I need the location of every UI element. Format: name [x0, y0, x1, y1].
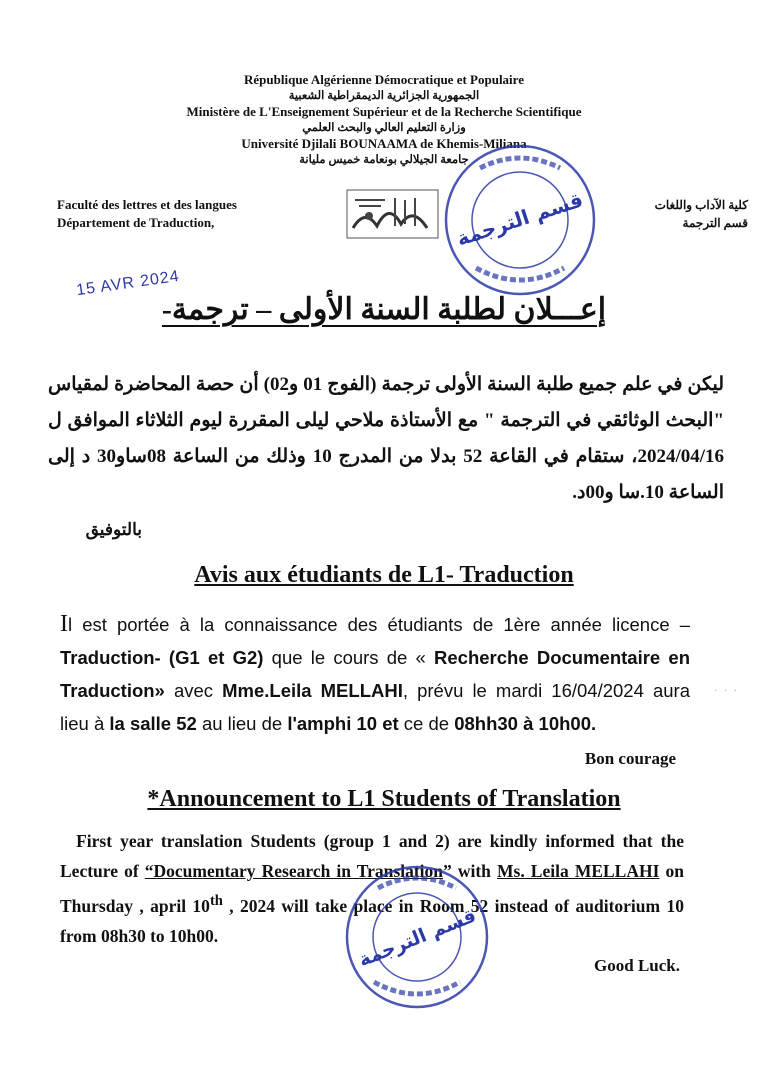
french-text-7: , prévu le mardi 16/04/2024 aura lieu à — [60, 680, 690, 734]
scan-mark: · · · — [714, 686, 739, 697]
arabic-closing: بالتوفيق — [85, 520, 142, 539]
english-title — [0, 786, 768, 813]
french-title-text: Avis aux étudiants de L1- Traduction — [194, 562, 574, 588]
french-room: la salle 52 — [109, 713, 197, 734]
stamp-center-text: قسم الترجمة — [453, 187, 586, 251]
english-closing: Good Luck. — [594, 956, 680, 975]
french-drop-letter: I — [60, 611, 68, 637]
arabic-title — [0, 292, 768, 327]
french-closing: Bon courage — [584, 749, 676, 768]
english-title-text: *Announcement to L1 Students of Translation — [147, 786, 621, 812]
french-title — [0, 562, 768, 589]
french-text-9: au lieu de — [196, 713, 288, 734]
french-text-1: l est portée à la connaissance des étudiants de 1ère année licence – — [68, 614, 690, 635]
date-stamp: 15 AVR 2024 — [75, 267, 181, 300]
french-text-11: ce de — [398, 713, 455, 734]
faculty-block-ar — [655, 196, 748, 232]
english-course-name: “Documentary Research in Translation — [144, 861, 444, 881]
french-amphi: l'amphi 10 et — [287, 713, 399, 734]
english-text-1: First year translation Students (group 1 and 2) are kindly informed that the Lecture of — [60, 831, 684, 881]
arabic-body: ليكن في علم جميع طلبة السنة الأولى ترجمة (الفوج 01 و02) أن حصة المحاضرة لمقياس "البحث الوثائقي في الترجمة " مع الأستاذة ملاحي ليلى المقررة ليوم الثلاثاء الموافق ل 2024/04/16، ستقام في القاعة 52 بدلا من المدرج 10 وذلك من الساعة 08ساو30 د إلى الساعة 10.سا و00د. — [48, 374, 724, 503]
department-stamp-bottom — [342, 862, 492, 1012]
department-name-fr: Département de Traduction, — [57, 215, 215, 230]
english-text-6: , 2024 will take place in Room 52 instead of auditorium 10 from 08h30 to 10h00. — [60, 895, 684, 946]
ministry-name-fr: Ministère de L'Enseignement Supérieur et de la Recherche Scientifique — [186, 104, 582, 119]
english-date: on Thursday , april 10 — [60, 861, 684, 916]
arabic-title-text: إعـــلان لطلبة السنة الأولى – ترجمة- — [161, 293, 607, 326]
letterhead — [0, 72, 768, 168]
french-group: Traduction- (G1 et G2) — [60, 647, 264, 668]
french-time: 08hh30 à 10h00. — [454, 713, 597, 734]
stamp-bottom-center-text: قسم الترجمة — [355, 904, 480, 972]
faculty-block-fr — [57, 196, 237, 232]
french-course-name: Recherche Documentaire en Traduction» — [60, 647, 690, 701]
english-date-suffix: th — [209, 893, 223, 909]
university-name-ar: جامعة الجيلالي بونعامة خميس مليانة — [299, 154, 469, 166]
university-logo — [345, 188, 440, 240]
french-text-5: avec — [164, 680, 223, 701]
faculty-name-ar: كلية الآداب واللغات — [654, 198, 748, 212]
ministry-name-ar: وزارة التعليم العالي والبحث العلمي — [302, 122, 466, 134]
faculty-name-fr: Faculté des lettres et des langues — [57, 197, 237, 212]
department-name-ar: قسم الترجمة — [682, 216, 748, 230]
french-body — [60, 608, 690, 740]
french-teacher: Mme.Leila MELLAHI — [222, 680, 403, 701]
republic-name-ar: الجمهورية الجزائرية الديمقراطية الشعبية — [288, 90, 480, 102]
french-text-3: que le cours de « — [263, 647, 435, 668]
english-text-3: ” with — [443, 861, 498, 881]
english-teacher: Ms. Leila MELLAHI — [497, 861, 660, 881]
republic-name-fr: République Algérienne Démocratique et Populaire — [244, 72, 524, 87]
department-stamp-top — [440, 140, 600, 300]
university-name-fr: Université Djilali BOUNAAMA de Khemis-Miliana — [241, 136, 527, 151]
